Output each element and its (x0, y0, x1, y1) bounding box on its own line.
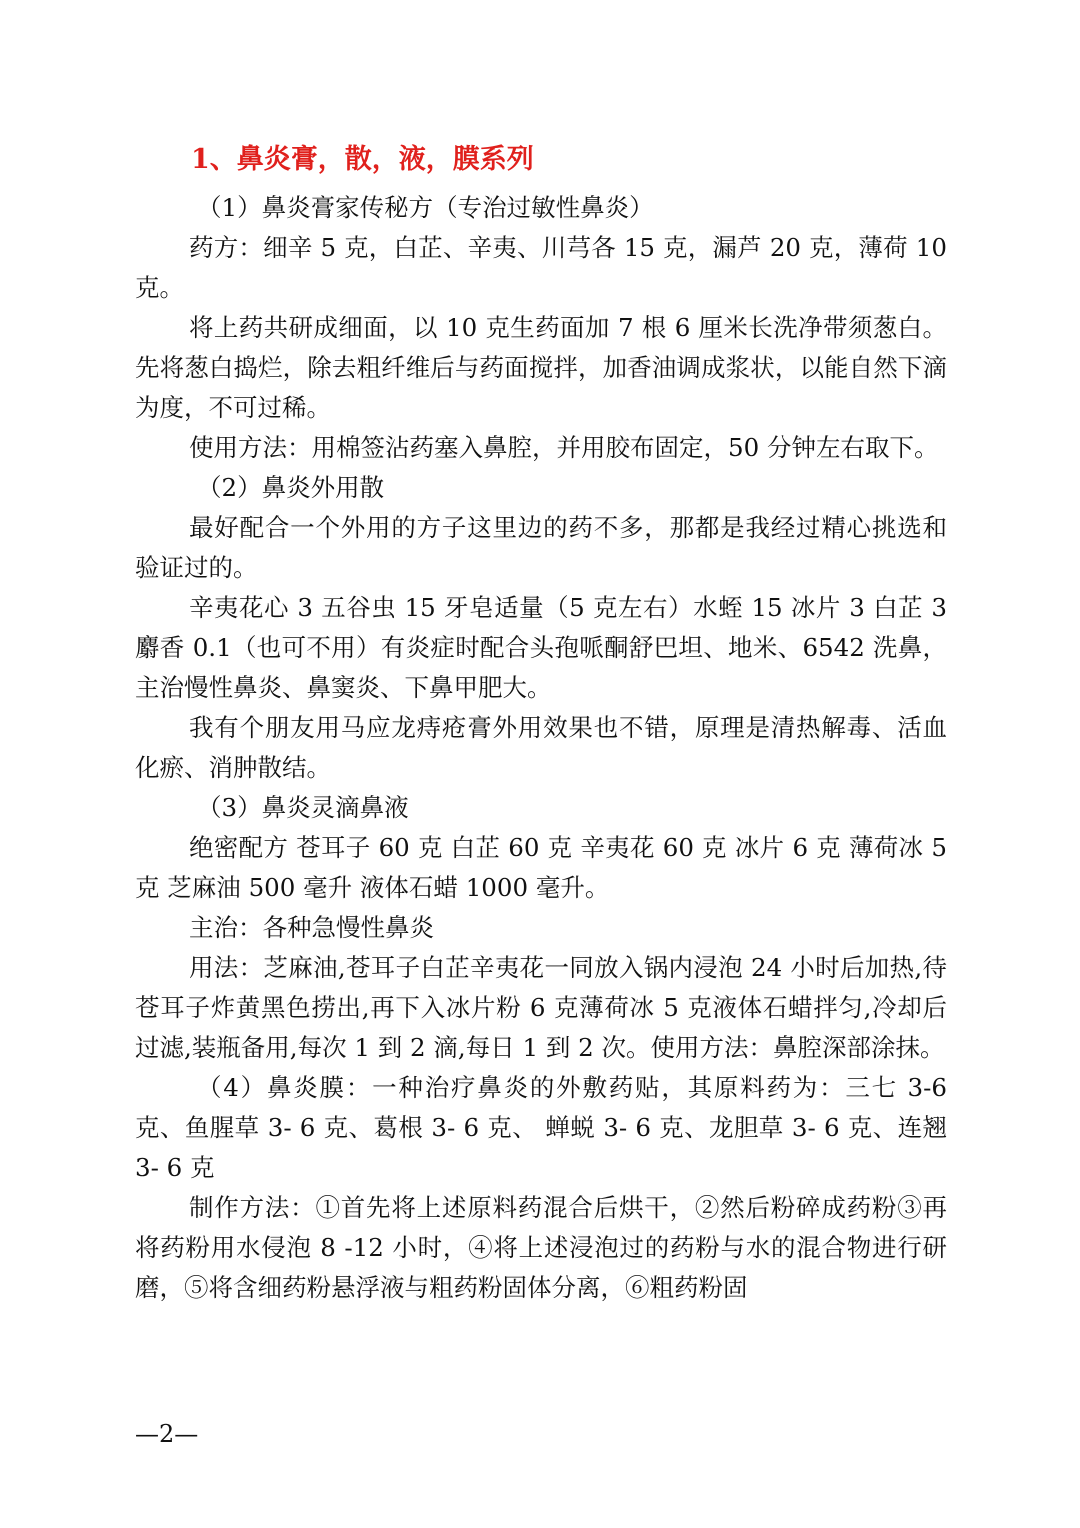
paragraph-prescription: 药方：细辛 5 克，白芷、辛夷、川芎各 15 克，漏芦 20 克，薄荷 10 克。 (135, 233, 947, 302)
paragraph-intro: 最好配合一个外用的方子这里边的药不多，那都是我经过精心挑选和验证过的。 (135, 513, 947, 582)
subsection-heading-2: （2）鼻炎外用散 (197, 473, 385, 502)
paragraph-note: 我有个朋友用马应龙痔疮膏外用效果也不错，原理是清热解毒、活血化瘀、消肿散结。 (135, 713, 947, 782)
page-content (135, 140, 947, 1308)
subsection-heading-4: （4）鼻炎膜：一种治疗鼻炎的外敷药贴，其原料药为：三七 3-6 克、鱼腥草 3- 6 克、葛根 3- 6 克、 蝉蜕 3- 6 克、龙胆草 3- 6 克、连翘 3- 6 克 (135, 1073, 947, 1182)
paragraph-production: 制作方法：①首先将上述原料药混合后烘干，②然后粉碎成药粉③再将药粉用水侵泡 8 -12 小时，④将上述浸泡过的药粉与水的混合物进行研磨，⑤将含细药粉悬浮液与粗药粉固体分离，⑥粗药粉固 (135, 1193, 947, 1302)
paragraph-secret-formula: 绝密配方 苍耳子 60 克 白芷 60 克 辛夷花 60 克 冰片 6 克 薄荷冰 5 克 芝麻油 500 毫升 液体石蜡 1000 毫升。 (135, 833, 947, 902)
subsection-heading-1: （1）鼻炎膏家传秘方（专治过敏性鼻炎） (197, 193, 654, 222)
paragraph-preparation: 将上药共研成细面，以 10 克生药面加 7 根 6 厘米长洗净带须葱白。先将葱白捣烂，除去粗纤维后与药面搅拌，加香油调成浆状，以能自然下滴为度，不可过稀。 (135, 313, 947, 422)
paragraph-method: 用法：芝麻油,苍耳子白芷辛夷花一同放入锅内浸泡 24 小时后加热,待苍耳子炸黄黑色捞出,再下入冰片粉 6 克薄荷冰 5 克液体石蜡拌匀,冷却后过滤,装瓶备用,每次 1 到 2 滴,每日 1 到 2 次。使用方法：鼻腔深部涂抹。 (135, 953, 947, 1062)
page-number: —2— (135, 1420, 199, 1448)
paragraph-usage: 使用方法：用棉签沾药塞入鼻腔，并用胶布固定，50 分钟左右取下。 (189, 433, 939, 462)
subsection-heading-3: （3）鼻炎灵滴鼻液 (197, 793, 409, 822)
paragraph-indication: 主治：各种急慢性鼻炎 (189, 913, 434, 942)
section-title: 1、鼻炎膏，散，液，膜系列 (191, 144, 534, 175)
paragraph-formula: 辛夷花心 3 五谷虫 15 牙皂适量（5 克左右）水蛭 15 冰片 3 白芷 3 麝香 0.1（也可不用）有炎症时配合头孢哌酮舒巴坦、地米、6542 洗鼻，主治慢性鼻炎、鼻窦炎、下鼻甲肥大。 (135, 593, 947, 702)
